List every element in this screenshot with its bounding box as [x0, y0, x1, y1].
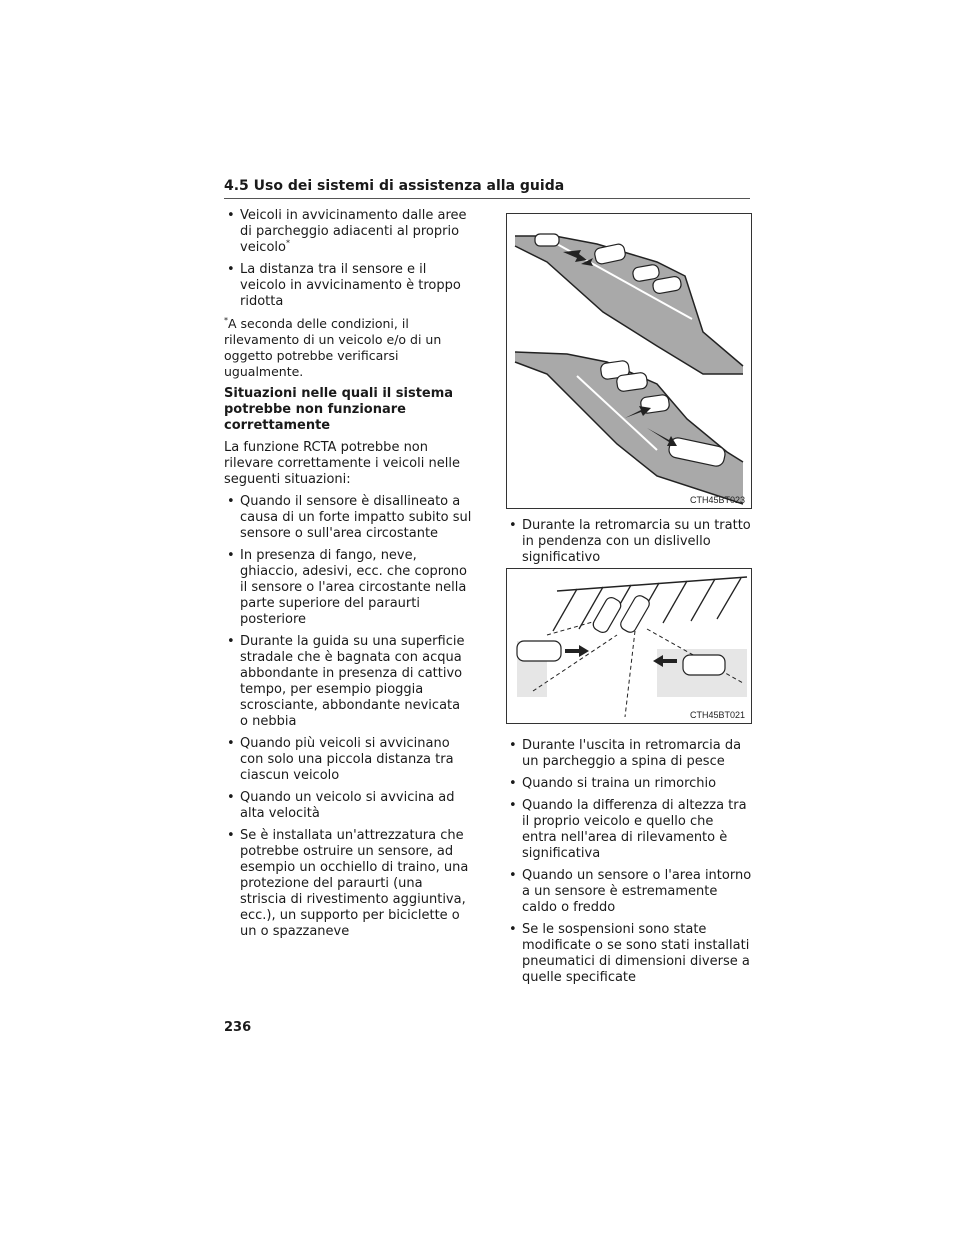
list-item-text: Durante l'uscita in retromarcia da un parcheggio a spina di pesce: [522, 738, 742, 769]
bullet-glyph: •: [509, 738, 517, 753]
list-item: [224, 208, 472, 256]
list-item-text: Veicoli in avvicinamento dalle aree di parcheggio adiacenti al proprio veicolo: [240, 208, 467, 255]
footnote-marker: *: [224, 315, 228, 325]
list-item: [224, 262, 472, 310]
bullet-glyph: •: [509, 922, 517, 937]
list-item: [224, 634, 472, 730]
page-number: 236: [224, 1020, 252, 1035]
bullet-glyph: •: [227, 790, 235, 805]
figure-code: CTH45BT021: [689, 710, 745, 720]
situation-list: [224, 494, 472, 940]
right-mid-list: [506, 518, 752, 572]
figure-slope-road: [506, 213, 752, 509]
list-item: [224, 828, 472, 940]
bullet-glyph: •: [227, 548, 235, 563]
list-item-text: La distanza tra il sensore e il veicolo in avvicinamento è troppo ridotta: [240, 262, 461, 309]
herringbone-parking-illustration: [507, 569, 751, 723]
bullet-glyph: •: [509, 868, 517, 883]
list-item-text: Quando un sensore o l'area intorno a un sensore è estremamente caldo o freddo: [522, 868, 752, 915]
footnote-text: A seconda delle condizioni, il rilevamento di un veicolo e/o di un oggetto potrebbe verificarsi ugualmente.: [224, 316, 442, 379]
bullet-glyph: •: [227, 736, 235, 751]
list-item: [224, 790, 472, 822]
list-item-text: Quando un veicolo si avvicina ad alta velocità: [240, 790, 455, 821]
list-item-text: Durante la retromarcia su un tratto in pendenza con un dislivello significativo: [522, 518, 751, 565]
list-item: [506, 738, 752, 770]
left-column: [224, 208, 472, 946]
bullet-glyph: •: [509, 518, 517, 533]
bullet-glyph: •: [227, 208, 235, 223]
slope-road-illustration: [507, 214, 751, 508]
list-item-text: Se le sospensioni sono state modificate o se sono stati installati pneumatici di dimensioni diverse a quelle specificate: [522, 922, 750, 985]
list-item: [506, 922, 752, 986]
list-item: [506, 776, 752, 792]
footnote: [224, 316, 472, 380]
footnote-marker: *: [285, 238, 290, 248]
subheading: Situazioni nelle quali il sistema potrebbe non funzionare correttamente: [224, 386, 454, 433]
list-item-text: Se è installata un'attrezzatura che potrebbe ostruire un sensore, ad esempio un occhiello di traino, una protezione del paraurti (una striscia di rivestimento aggiuntiva, ecc.), un supporto per biciclette o un o spazzaneve: [240, 828, 469, 939]
section-header: 4.5 Uso dei sistemi di assistenza alla guida: [224, 178, 750, 199]
bullet-glyph: •: [227, 828, 235, 843]
bullet-glyph: •: [509, 776, 517, 791]
list-item-text: Quando si traina un rimorchio: [522, 776, 717, 791]
list-item-text: Quando la differenza di altezza tra il proprio veicolo e quello che entra nell'area di rilevamento è significativa: [522, 798, 747, 861]
list-item-text: In presenza di fango, neve, ghiaccio, adesivi, ecc. che coprono il sensore o l'area circostante nella parte superiore del paraurti posteriore: [240, 548, 467, 627]
list-item: [224, 736, 472, 784]
list-item-text: Quando più veicoli si avvicinano con solo una piccola distanza tra ciascun veicolo: [240, 736, 454, 783]
list-item: [224, 494, 472, 542]
bullet-glyph: •: [227, 634, 235, 649]
list-item: [224, 548, 472, 628]
figure-herringbone-parking: [506, 568, 752, 724]
right-bottom-list: [506, 738, 752, 992]
bullet-glyph: •: [227, 494, 235, 509]
bullet-glyph: •: [509, 798, 517, 813]
list-item: [506, 868, 752, 916]
list-item: [506, 798, 752, 862]
list-item: [506, 518, 752, 566]
list-item-text: Quando il sensore è disallineato a causa di un forte impatto subito sul sensore o sull'area circostante: [240, 494, 472, 541]
intro-paragraph: La funzione RCTA potrebbe non rilevare correttamente i veicoli nelle seguenti situazioni:: [224, 440, 460, 487]
figure-code: CTH45BT023: [689, 495, 745, 505]
bullet-glyph: •: [227, 262, 235, 277]
list-item-text: Durante la guida su una superficie stradale che è bagnata con acqua abbondante in presenza di cattivo tempo, per esempio pioggia scrosciante, abbondante nevicata o nebbia: [240, 634, 465, 729]
